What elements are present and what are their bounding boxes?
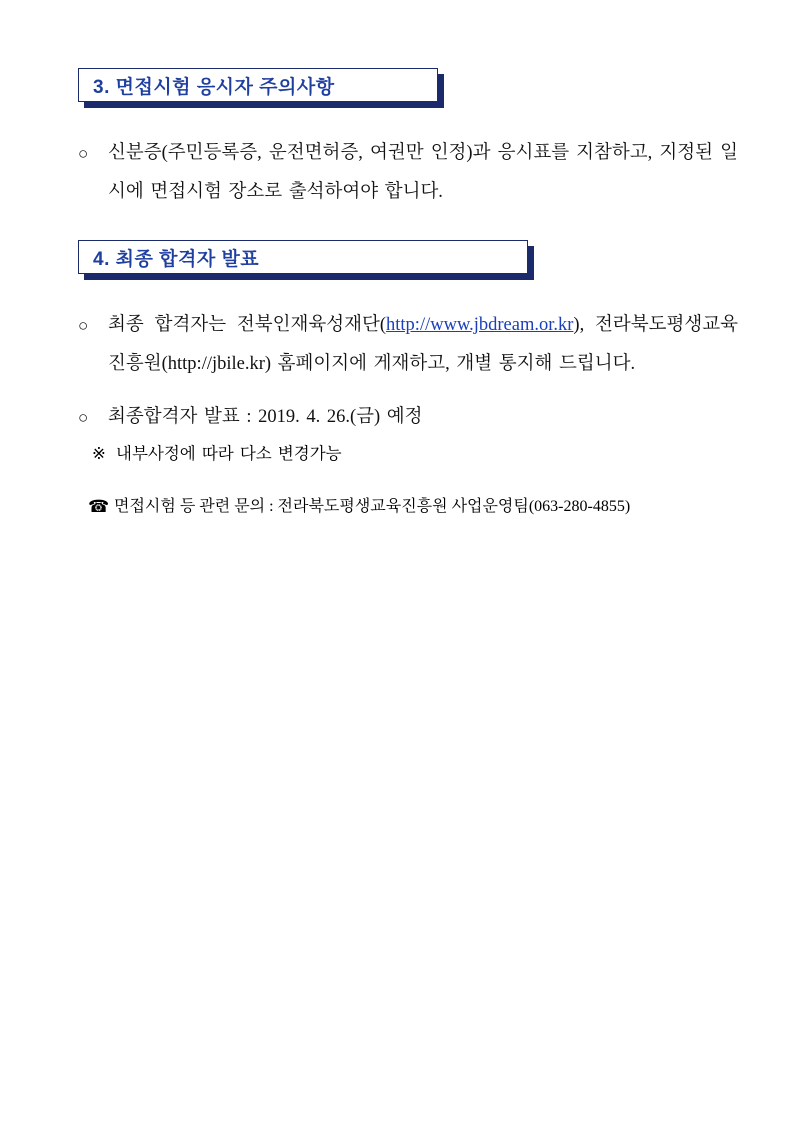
heading-box bbox=[78, 240, 528, 274]
paragraph-4-1-text-before: 최종 합격자는 전북인재육성재단( bbox=[108, 315, 387, 335]
paragraph-4-1 bbox=[78, 306, 738, 384]
section-4-contact-text: 면접시험 등 관련 문의 : 전라북도평생교육진흥원 사업운영팀(063-280-4855) bbox=[114, 498, 631, 515]
section-4-note bbox=[92, 437, 732, 471]
paragraph-4-2-text: 최종합격자 발표 : 2019. 4. 26.(금) 예정 bbox=[108, 407, 423, 427]
jbdream-link[interactable]: http://www.jbdream.or.kr bbox=[386, 315, 574, 335]
section-heading-4-label: 4. 최종 합격자 발표 bbox=[93, 248, 260, 270]
bullet-circle-icon: ○ bbox=[78, 316, 89, 335]
section-4-contact bbox=[88, 491, 748, 523]
telephone-icon: ☎ bbox=[88, 497, 110, 516]
bullet-circle-icon: ○ bbox=[78, 144, 89, 163]
section-heading-3-label: 3. 면접시험 응시자 주의사항 bbox=[93, 76, 335, 98]
section-4-note-text: 내부사정에 따라 다소 변경가능 bbox=[116, 444, 342, 463]
spacer bbox=[0, 212, 800, 240]
spacer bbox=[0, 384, 800, 398]
paragraph-3-1 bbox=[78, 134, 738, 212]
paragraph-4-1-text bbox=[108, 306, 738, 384]
section-heading-4 bbox=[78, 240, 528, 274]
section-heading-3 bbox=[78, 68, 438, 102]
heading-box bbox=[78, 68, 438, 102]
paragraph-3-1-text: 신분증(주민등록증, 운전면허증, 여권만 인정)과 응시표를 지참하고, 지정된 일시에 면접시험 장소로 출석하여야 합니다. bbox=[108, 143, 738, 202]
paragraph-4-1-text-after: ), 전라북도평생교육진흥원(http://jbile.kr) 홈페이지에 게재하고, 개별 통지해 드립니다. bbox=[108, 315, 738, 374]
asterisk-reference-icon: ※ bbox=[92, 444, 106, 463]
bullet-circle-icon: ○ bbox=[78, 408, 89, 427]
paragraph-4-2 bbox=[78, 398, 738, 437]
spacer bbox=[0, 471, 800, 491]
top-spacer bbox=[0, 0, 800, 68]
